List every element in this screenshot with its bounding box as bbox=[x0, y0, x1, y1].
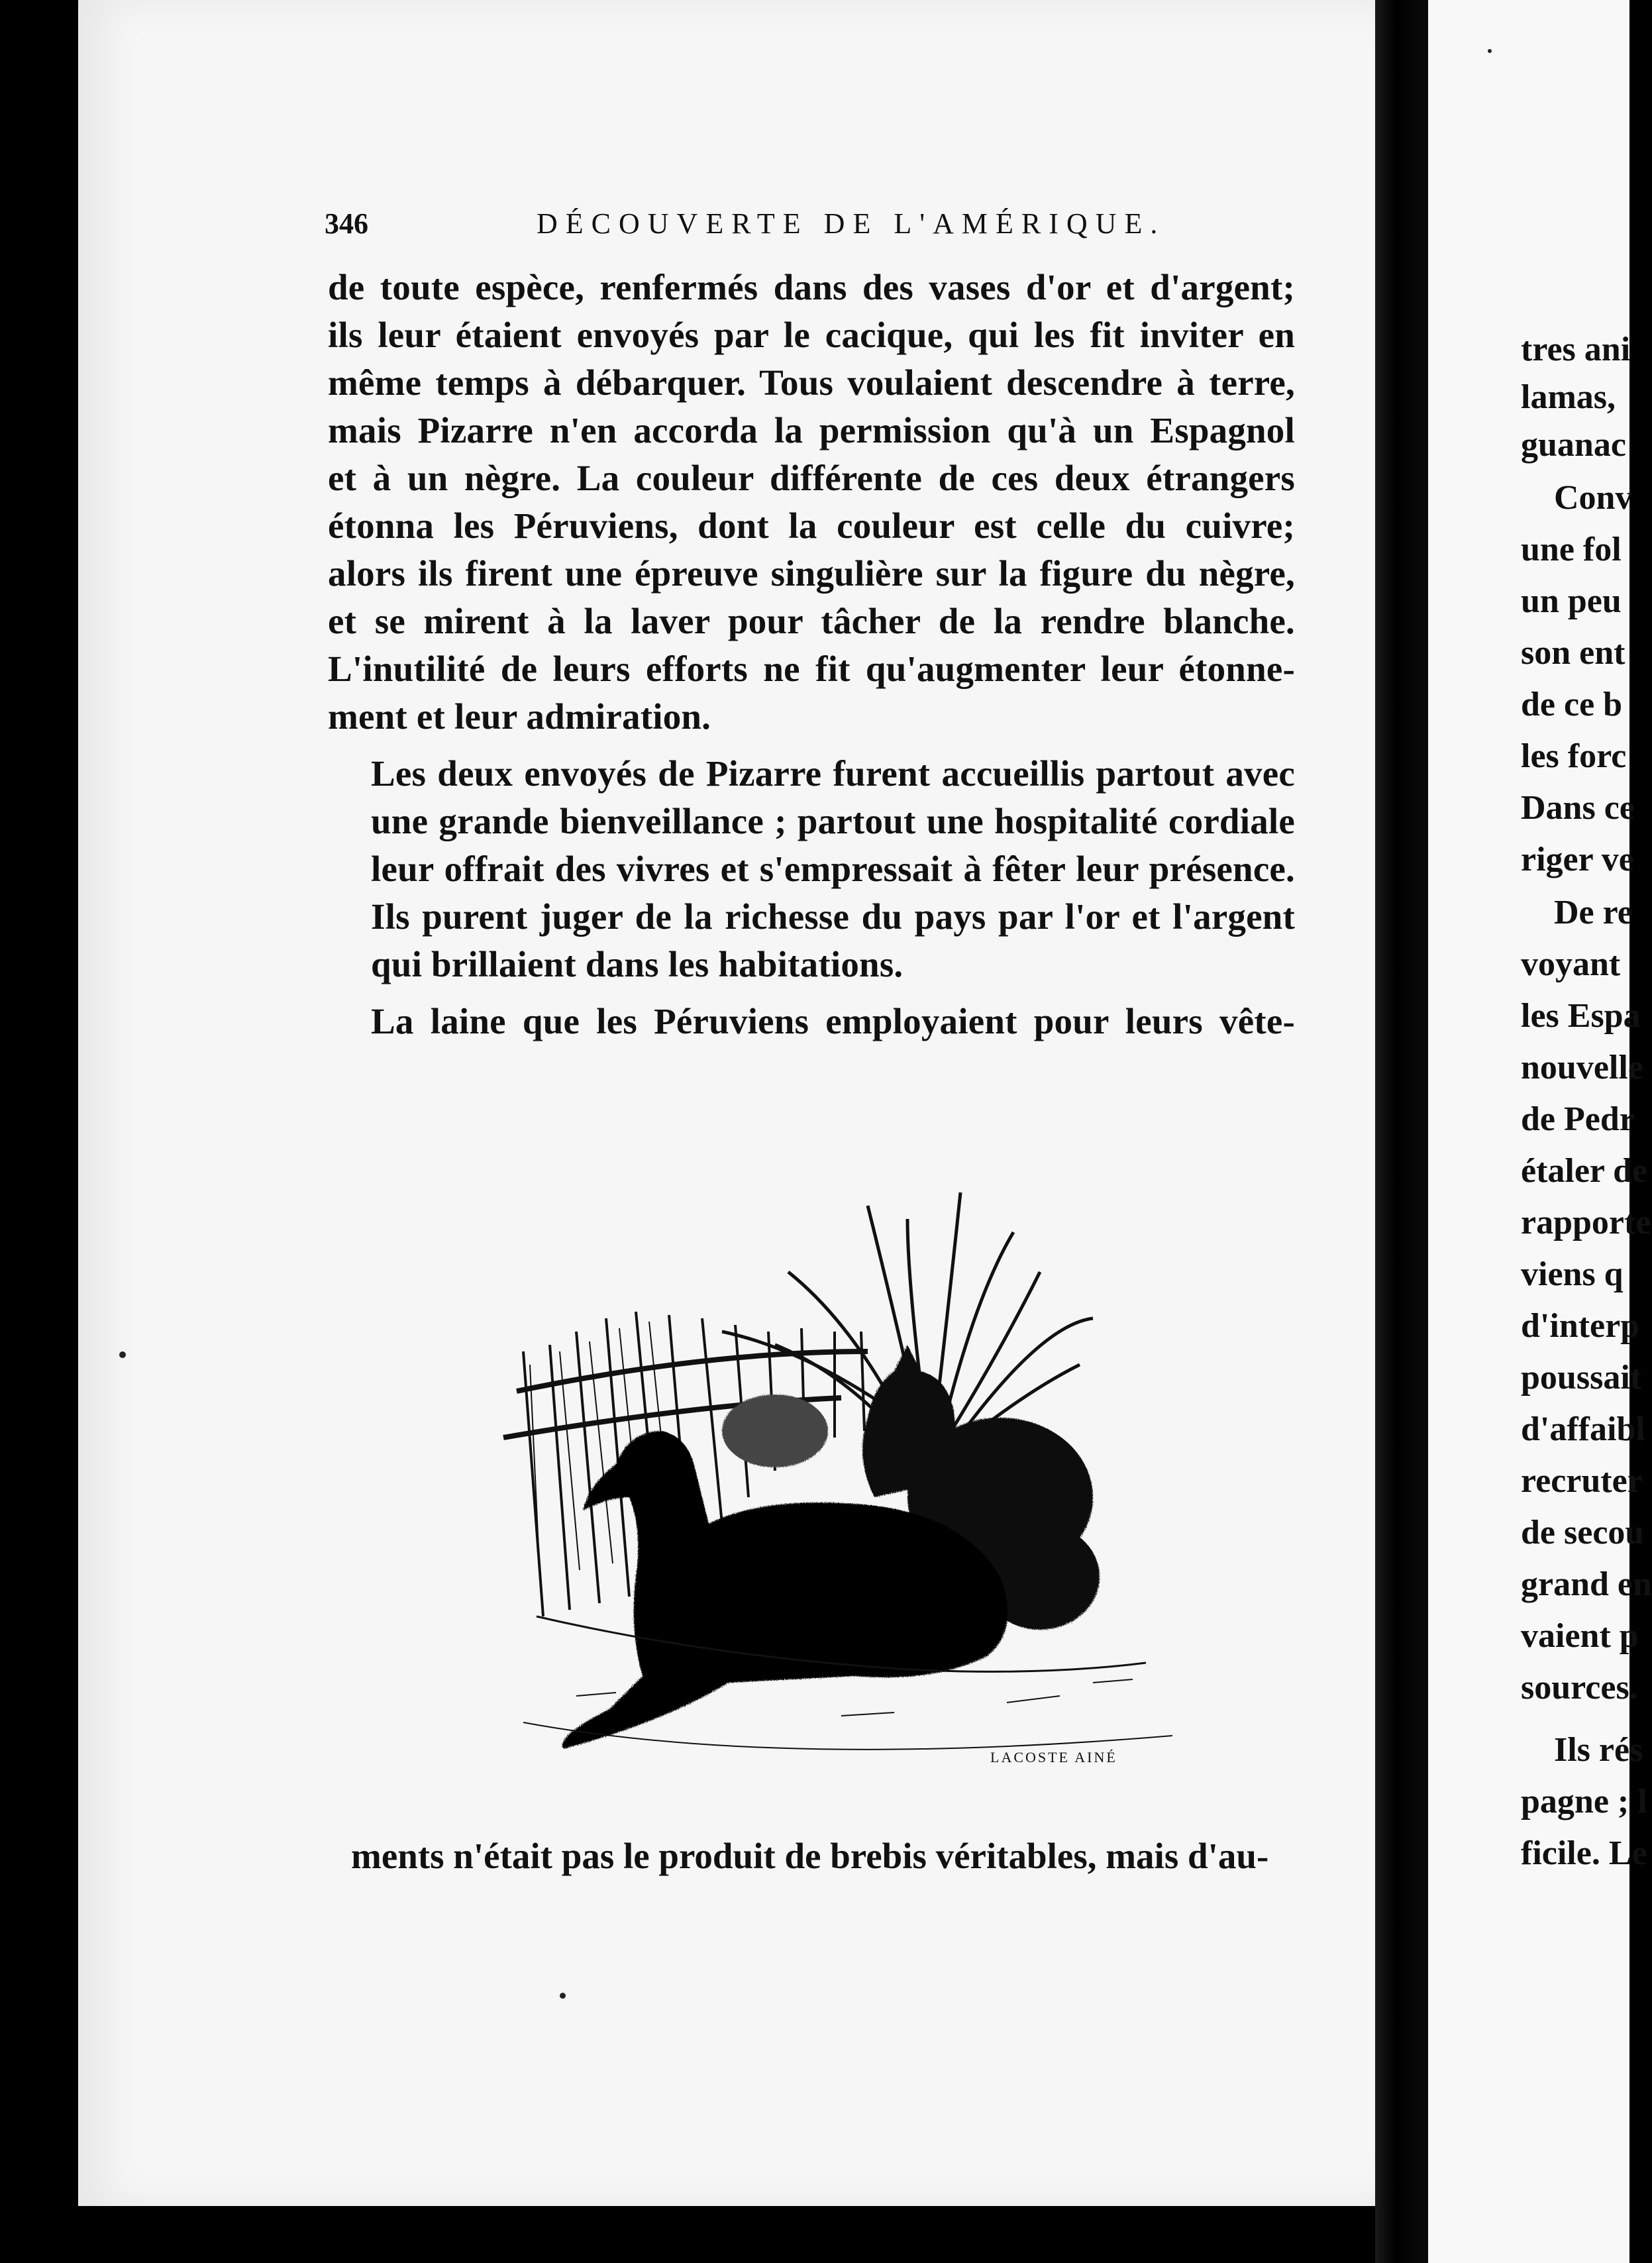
body-text bbox=[328, 264, 1295, 1045]
right-page-line: ficile. Le bbox=[1521, 1834, 1647, 1872]
right-page-line: un peu bbox=[1521, 582, 1622, 620]
text-line: ment et leur admiration. bbox=[328, 696, 711, 737]
right-page-line: Ils rés bbox=[1554, 1731, 1643, 1769]
right-page-line: de Pedr bbox=[1521, 1100, 1635, 1138]
text-line: une grande bienveillance ; partout une hospitalité cordiale bbox=[371, 801, 1295, 841]
text-line: et à un nègre. La couleur différente de ces deux étrangers bbox=[328, 458, 1295, 498]
ink-speck bbox=[119, 1351, 126, 1358]
ink-speck bbox=[560, 1993, 566, 1999]
page-number: 346 bbox=[325, 207, 368, 240]
right-page-line: de secou bbox=[1521, 1514, 1645, 1552]
right-page-line: les Espa bbox=[1521, 997, 1641, 1035]
ink-speck bbox=[1488, 49, 1492, 53]
book-gutter bbox=[1375, 0, 1428, 2263]
right-page-line: de ce b bbox=[1521, 686, 1623, 723]
right-page-line: voyant bbox=[1521, 945, 1621, 983]
right-page-line: riger ve bbox=[1521, 841, 1634, 878]
paragraph-2 bbox=[328, 750, 1295, 988]
right-page-line: nouvelle bbox=[1521, 1049, 1643, 1086]
right-page-line: viens q bbox=[1521, 1255, 1624, 1293]
text-line: étonna les Péruviens, dont la couleur est celle du cuivre; bbox=[328, 505, 1295, 546]
text-line: alors ils firent une épreuve singulière sur la figure du nègre, bbox=[328, 553, 1295, 594]
text-line: mais Pizarre n'en accorda la permission qu'à un Espagnol bbox=[328, 410, 1295, 450]
right-page-line: pagne ; l bbox=[1521, 1783, 1647, 1820]
right-page-line: De re bbox=[1554, 894, 1633, 931]
right-page-line: d'affaibl bbox=[1521, 1410, 1645, 1448]
running-header bbox=[325, 207, 1292, 246]
right-page-line: lamas, bbox=[1521, 378, 1616, 416]
running-title: DÉCOUVERTE DE L'AMÉRIQUE. bbox=[537, 207, 1166, 240]
right-page-line: Conv bbox=[1554, 479, 1633, 517]
text-line: L'inutilité de leurs efforts ne fit qu'augmenter leur étonne- bbox=[328, 649, 1295, 689]
right-page-line: poussait bbox=[1521, 1359, 1642, 1396]
right-page-line: recruter bbox=[1521, 1462, 1643, 1500]
text-line: même temps à débarquer. Tous voulaient descendre à terre, bbox=[328, 362, 1295, 403]
text-line: Ils purent juger de la richesse du pays par l'or et l'argent bbox=[371, 896, 1295, 937]
paragraph-3 bbox=[328, 998, 1295, 1045]
right-page-line: étaler de bbox=[1521, 1152, 1648, 1190]
right-page-line: les forc bbox=[1521, 737, 1627, 775]
right-page-line: grand en bbox=[1521, 1565, 1652, 1603]
right-page-line: rapporte bbox=[1521, 1204, 1651, 1241]
right-page-line: d'interp bbox=[1521, 1307, 1640, 1345]
right-page-line: Dans ce bbox=[1521, 789, 1635, 827]
continuation-line: ments n'était pas le produit de brebis véritables, mais d'au- bbox=[351, 1836, 1269, 1876]
text-line: La laine que les Péruviens employaient pour leurs vête- bbox=[371, 1001, 1295, 1041]
engraving-signature: LACOSTE AINÉ bbox=[990, 1749, 1117, 1765]
right-page-line: tres ani bbox=[1521, 331, 1631, 368]
right-page-line: son ent bbox=[1521, 634, 1626, 672]
text-line: leur offrait des vivres et s'empressait à fêter leur présence. bbox=[371, 849, 1295, 889]
text-line: de toute espèce, renfermés dans des vases d'or et d'argent; bbox=[328, 267, 1295, 307]
right-page-line: vaient p bbox=[1521, 1617, 1639, 1655]
text-line: et se mirent à la laver pour tâcher de la rendre blanche. bbox=[328, 601, 1295, 641]
llama-engraving bbox=[444, 1153, 1206, 1775]
text-line: qui brillaient dans les habitations. bbox=[371, 944, 903, 984]
right-page-line: une fol bbox=[1521, 531, 1622, 568]
right-page-line: guanac bbox=[1521, 426, 1626, 464]
paragraph-1 bbox=[328, 264, 1295, 741]
text-line: Les deux envoyés de Pizarre furent accueillis partout avec bbox=[371, 753, 1295, 794]
text-line: ils leur étaient envoyés par le cacique, qui les fit inviter en bbox=[328, 315, 1295, 355]
right-page-line: sources. bbox=[1521, 1669, 1638, 1707]
